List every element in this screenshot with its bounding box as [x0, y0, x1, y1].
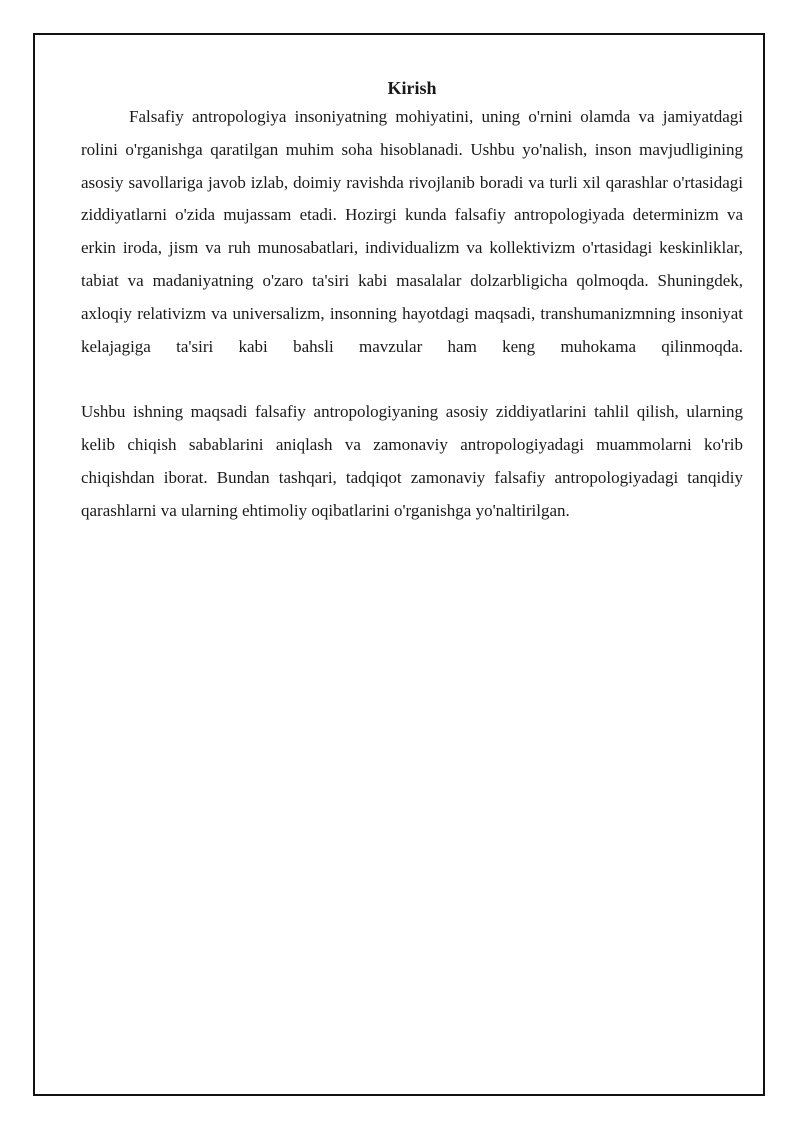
document-body — [81, 75, 743, 528]
paragraph-intro: Falsafiy antropologiya insoniyatning mohiyatini, uning o'rnini olamda va jamiyatdagi rolini o'rganishga qaratilgan muhim soha hisoblanadi. Ushbu yo'nalish, inson mavjudligining asosiy savollariga javob izlab, doimiy ravishda rivojlanib boradi va turli xil qarashlar o'rtasidagi ziddiyatlarni o'zida mujassam etadi. Hozirgi kunda falsafiy antropologiyada determinizm va erkin iroda, jism va ruh munosabatlari, individualizm va kollektivizm o'rtasidagi keskinliklar, tabiat va madaniyatning o'zaro ta'siri kabi masalalar dolzarbligicha qolmoqda. Shuningdek, axloqiy relativizm va universalizm, insonning hayotdagi maqsadi, transhumanizmning insoniyat kelajagiga ta'siri kabi bahsli mavzular ham keng muhokama qilinmoqda. — [81, 107, 743, 356]
paragraph-goal: Ushbu ishning maqsadi falsafiy antropologiyaning asosiy ziddiyatlarini tahlil qilish, ularning kelib chiqish sabablarini aniqlash va zamonaviy antropologiyadagi muammolarni ko'rib chiqishdan iborat. Bundan tashqari, tadqiqot zamonaviy falsafiy antropologiyadagi tanqidiy qarashlarni va ularning ehtimoliy oqibatlarini o'rganishga yo'naltirilgan. — [81, 402, 743, 520]
document-title: Kirish — [387, 78, 437, 98]
